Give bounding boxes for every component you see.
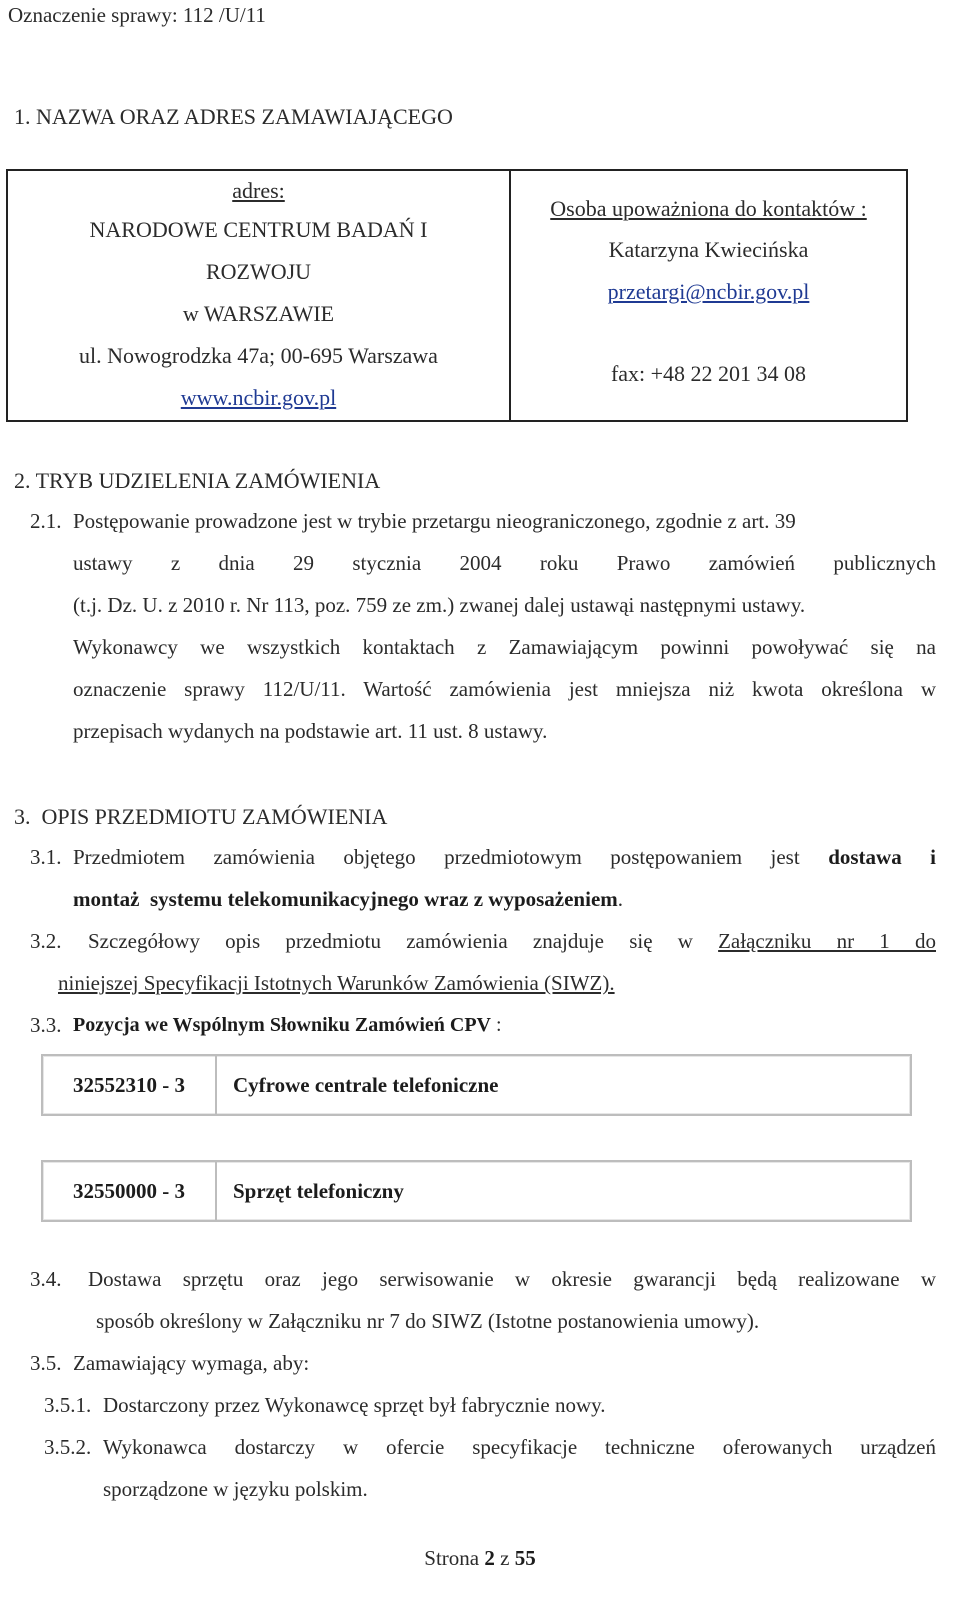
section2-heading: 2. TRYB UDZIELENIA ZAMÓWIENIA (14, 468, 381, 493)
contact-label: Osoba upoważniona do kontaktów : (550, 196, 867, 221)
cpv-description: Sprzęt telefoniczny (233, 1179, 404, 1203)
cpv-row (41, 1160, 912, 1222)
p351-text: Dostarczony przez Wykonawcę sprzęt był fabrycznie nowy. (103, 1393, 606, 1417)
contact-cell (511, 171, 906, 420)
p351-number: 3.5.1. (44, 1393, 92, 1417)
p21-line2: ustawy z dnia 29 stycznia 2004 roku Prawo zamówień publicznych (73, 551, 936, 575)
p31-end: . (617, 887, 624, 911)
p21-line4: Wykonawcy we wszystkich kontaktach z Zamawiającym powinni powoływać się na (73, 635, 936, 659)
p21-line1: Postępowanie prowadzone jest w trybie przetargu nieograniczonego, zgodnie z art. 39 (73, 509, 796, 533)
p35-text: Zamawiający wymaga, aby: (73, 1351, 310, 1375)
p32-text: Szczegółowy opis przedmiotu zamówienia znajduje się w (88, 929, 693, 953)
p21-number: 2.1. (30, 509, 62, 533)
org-street: ul. Nowogrodzka 47a; 00-695 Warszawa (79, 343, 438, 368)
contact-name: Katarzyna Kwiecińska (608, 237, 809, 262)
p33-bold: Pozycja we Wspólnym Słowniku Zamówień CPV (73, 1014, 491, 1036)
case-mark: Oznaczenie sprawy: 112 /U/11 (8, 3, 266, 27)
p352-line2: sporządzone w języku polskim. (103, 1477, 368, 1501)
p34-line2: sposób określony w Załączniku nr 7 do SIWZ (Istotne postanowienia umowy). (96, 1309, 760, 1333)
p31-text: Przedmiotem zamówienia objętego przedmiotowym postępowaniem jest (73, 845, 800, 869)
p31-line1 (73, 836, 936, 878)
page-prefix: Strona (424, 1546, 480, 1570)
p352-number: 3.5.2. (44, 1435, 92, 1459)
address-label: adres: (232, 178, 285, 203)
cpv-code: 32552310 - 3 (43, 1056, 217, 1114)
org-city: w WARSZAWIE (182, 301, 335, 326)
p31-line2 (73, 878, 623, 920)
p31-bold1: dostawa i (828, 845, 937, 869)
p33-number: 3.3. (30, 1013, 62, 1037)
p33-end: : (491, 1014, 502, 1036)
cpv-description: Cyfrowe centrale telefoniczne (233, 1073, 499, 1097)
org-name-line1: NARODOWE CENTRUM BADAŃ I (89, 217, 428, 242)
address-cell (8, 171, 511, 420)
p35-number: 3.5. (30, 1351, 62, 1375)
p32-line1 (88, 920, 936, 962)
p32-attachment-link-part1[interactable]: Załączniku nr 1 do (718, 929, 936, 953)
p352-line1: Wykonawca dostarczy w ofercie specyfikacje techniczne oferowanych urządzeń (103, 1435, 936, 1459)
p32-number: 3.2. (30, 929, 62, 953)
page-number (0, 1544, 960, 1572)
p31-bold2: montaż systemu telekomunikacyjnego wraz z wyposażeniem (73, 887, 618, 911)
page-total: 55 (514, 1546, 536, 1570)
cpv-row (41, 1054, 912, 1116)
contact-table (6, 169, 908, 422)
p33-line (73, 1004, 502, 1046)
contact-email-link[interactable]: przetargi@ncbir.gov.pl (607, 279, 810, 304)
page-sep: z (500, 1546, 510, 1570)
p34-line1: Dostawa sprzętu oraz jego serwisowanie w okresie gwarancji będą realizowane w (88, 1267, 936, 1291)
section3-heading: 3. OPIS PRZEDMIOTU ZAMÓWIENIA (14, 804, 388, 829)
p21-line3: (t.j. Dz. U. z 2010 r. Nr 113, poz. 759 ze zm.) zwanej dalej ustawąi następnymi ustawy. (73, 593, 806, 617)
p21-line5: oznaczenie sprawy 112/U/11. Wartość zamówienia jest mniejsza niż kwota określona w (73, 677, 936, 701)
p34-number: 3.4. (30, 1267, 62, 1291)
p32-attachment-link-part2[interactable]: niniejszej Specyfikacji Istotnych Warunków Zamówienia (SIWZ). (58, 971, 615, 995)
website-link[interactable]: www.ncbir.gov.pl (180, 385, 337, 410)
section1-heading: 1. NAZWA ORAZ ADRES ZAMAWIAJĄCEGO (14, 104, 453, 129)
p31-number: 3.1. (30, 845, 62, 869)
cpv-code: 32550000 - 3 (43, 1162, 217, 1220)
contact-fax: fax: +48 22 201 34 08 (610, 361, 807, 386)
p21-line6: przepisach wydanych na podstawie art. 11 ust. 8 ustawy. (73, 719, 548, 743)
page-current: 2 (484, 1546, 495, 1570)
org-name-line2: ROZWOJU (205, 259, 312, 284)
